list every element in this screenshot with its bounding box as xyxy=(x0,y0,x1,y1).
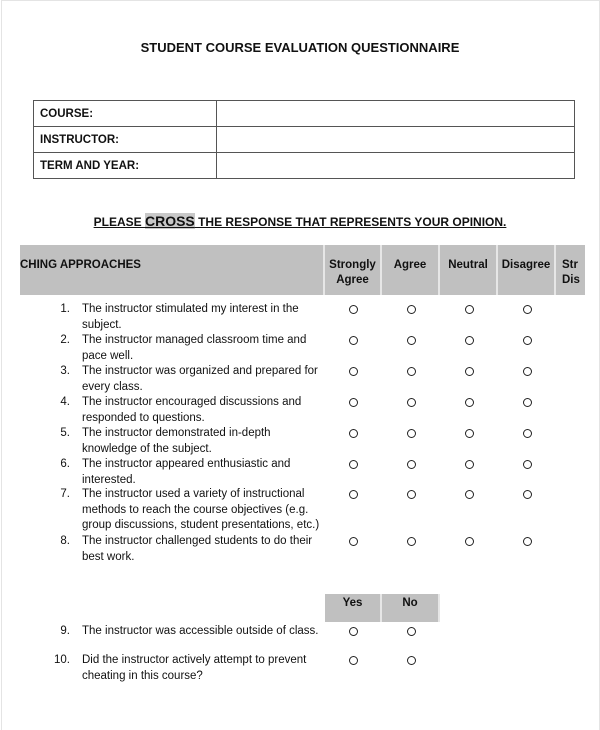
radio-strongly-agree[interactable] xyxy=(349,336,358,345)
question-text: The instructor was accessible outside of class. xyxy=(82,625,319,637)
radio-strongly-agree[interactable] xyxy=(349,537,358,546)
header-yes: Yes xyxy=(325,594,382,622)
question-row xyxy=(40,426,325,457)
question-number: 6. xyxy=(60,458,70,470)
question-text: The instructor demonstrated in-depth knowledge of the subject. xyxy=(82,427,271,455)
instruction xyxy=(0,213,600,229)
radio-neutral[interactable] xyxy=(465,336,474,345)
radio-disagree[interactable] xyxy=(523,490,532,499)
question-row xyxy=(40,457,325,488)
radio-disagree[interactable] xyxy=(523,336,532,345)
radio-disagree[interactable] xyxy=(523,398,532,407)
question-number: 8. xyxy=(60,535,70,547)
radio-agree[interactable] xyxy=(407,398,416,407)
radio-neutral[interactable] xyxy=(465,490,474,499)
radio-neutral[interactable] xyxy=(465,398,474,407)
radio-disagree[interactable] xyxy=(523,305,532,314)
question-row xyxy=(40,302,325,333)
document-title: STUDENT COURSE EVALUATION QUESTIONNAIRE xyxy=(140,40,460,55)
question-row xyxy=(40,487,325,534)
radio-neutral[interactable] xyxy=(465,429,474,438)
question-text: The instructor appeared enthusiastic and interested. xyxy=(82,458,291,486)
question-row xyxy=(40,333,325,364)
radio-agree[interactable] xyxy=(407,490,416,499)
radio-no[interactable] xyxy=(407,627,416,636)
radio-agree[interactable] xyxy=(407,305,416,314)
question-text: The instructor used a variety of instructional methods to reach the course objectives (e.g. group discussions, student presentations, etc.) xyxy=(82,488,320,531)
radio-strongly-agree[interactable] xyxy=(349,429,358,438)
question-number: 9. xyxy=(60,625,70,637)
radio-strongly-agree[interactable] xyxy=(349,305,358,314)
question-number: 2. xyxy=(60,334,70,346)
radio-agree[interactable] xyxy=(407,336,416,345)
header-str-dis: Str Dis xyxy=(556,245,585,295)
question-row xyxy=(40,624,325,640)
radio-disagree[interactable] xyxy=(523,537,532,546)
radio-agree[interactable] xyxy=(407,429,416,438)
question-number: 10. xyxy=(54,654,70,666)
radio-agree[interactable] xyxy=(407,537,416,546)
header-no: No xyxy=(382,594,440,622)
question-text: The instructor stimulated my interest in the subject. xyxy=(82,303,299,331)
instructor-label: INSTRUCTOR: xyxy=(34,127,217,153)
instructor-field[interactable] xyxy=(217,127,575,153)
header-neutral: Neutral xyxy=(440,245,498,295)
instruction-pre: PLEASE xyxy=(93,215,145,229)
radio-neutral[interactable] xyxy=(465,305,474,314)
course-info-table xyxy=(33,100,575,179)
question-row xyxy=(40,534,325,565)
radio-disagree[interactable] xyxy=(523,429,532,438)
question-text: The instructor managed classroom time and pace well. xyxy=(82,334,307,362)
instruction-emphasis: CROSS xyxy=(144,213,195,229)
question-row xyxy=(40,653,325,684)
radio-neutral[interactable] xyxy=(465,367,474,376)
radio-strongly-agree[interactable] xyxy=(349,367,358,376)
question-number: 7. xyxy=(60,488,70,500)
header-disagree: Disagree xyxy=(498,245,556,295)
radio-disagree[interactable] xyxy=(523,460,532,469)
section-header: CHING APPROACHES xyxy=(20,245,325,295)
term-label: TERM AND YEAR: xyxy=(34,153,217,179)
question-number: 1. xyxy=(60,303,70,315)
question-text: Did the instructor actively attempt to prevent cheating in this course? xyxy=(82,654,307,682)
question-text: The instructor was organized and prepared for every class. xyxy=(82,365,318,393)
radio-strongly-agree[interactable] xyxy=(349,490,358,499)
header-strongly-agree: Strongly Agree xyxy=(325,245,382,295)
course-label: COURSE: xyxy=(34,101,217,127)
question-text: The instructor encouraged discussions and responded to questions. xyxy=(82,396,302,424)
radio-disagree[interactable] xyxy=(523,367,532,376)
radio-neutral[interactable] xyxy=(465,537,474,546)
radio-agree[interactable] xyxy=(407,460,416,469)
radio-no[interactable] xyxy=(407,656,416,665)
instruction-post: THE RESPONSE THAT REPRESENTS YOUR OPINION. xyxy=(194,215,507,229)
question-number: 3. xyxy=(60,365,70,377)
course-field[interactable] xyxy=(217,101,575,127)
question-number: 5. xyxy=(60,427,70,439)
question-row xyxy=(40,364,325,395)
question-number: 4. xyxy=(60,396,70,408)
question-text: The instructor challenged students to do their best work. xyxy=(82,535,313,563)
header-agree: Agree xyxy=(382,245,440,295)
radio-neutral[interactable] xyxy=(465,460,474,469)
radio-yes[interactable] xyxy=(349,627,358,636)
radio-strongly-agree[interactable] xyxy=(349,460,358,469)
term-field[interactable] xyxy=(217,153,575,179)
radio-strongly-agree[interactable] xyxy=(349,398,358,407)
question-row xyxy=(40,395,325,426)
radio-agree[interactable] xyxy=(407,367,416,376)
radio-yes[interactable] xyxy=(349,656,358,665)
